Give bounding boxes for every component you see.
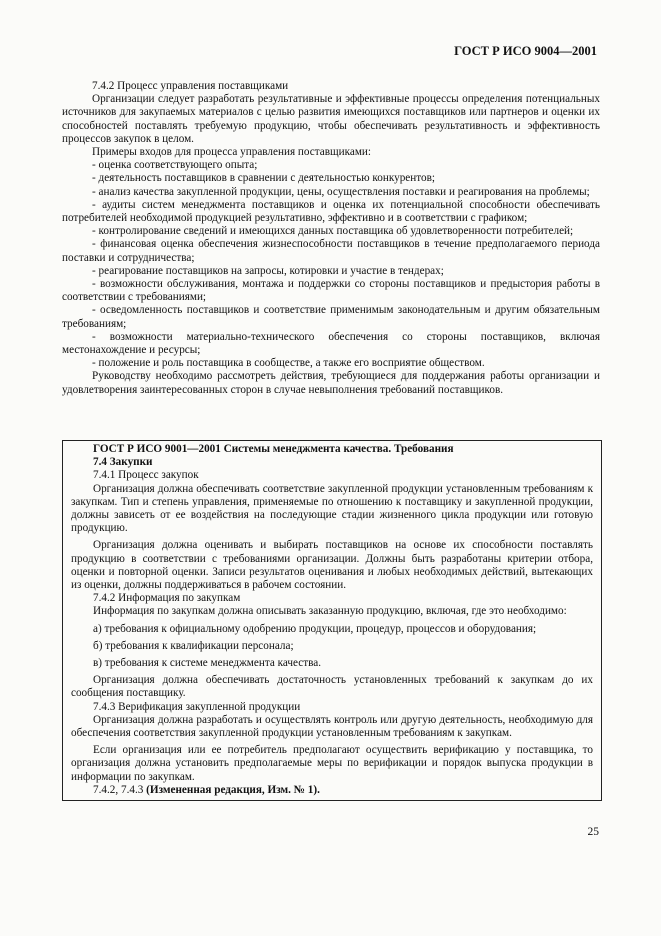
list-item: б) требования к квалификации персонала; [93, 639, 294, 652]
clause-heading: 7.4.3 Верификация закупленной продукции [93, 700, 301, 713]
list-item: - оценка соответствующего опыта; [92, 159, 258, 172]
page-header-title: ГОСТ Р ИСО 9004—2001 [454, 44, 597, 58]
list-item: - положение и роль поставщика в сообществе, а также его восприятие обществом. [92, 357, 485, 370]
main-section [62, 80, 600, 397]
list-item: - финансовая оценка обеспечения жизнеспособности поставщиков в течение предполагаемого периода поставки и сотрудничества; [62, 238, 600, 264]
list-item: - реагирование поставщиков на запросы, котировки и участие в тендерах; [92, 264, 444, 277]
paragraph: Если организация или ее потребитель предполагают осуществить верификацию у поставщика, то организация должна установить предполагаемые меры по верификации и порядок выпуска продукции в информации по закупкам. [71, 744, 593, 783]
box-title: ГОСТ Р ИСО 9001—2001 Системы менеджмента качества. Требования [93, 443, 454, 455]
paragraph: Руководству необходимо рассмотреть действия, требующиеся для поддержания работы организации и удовлетворения заинтересованных сторон в случае невыполнения требований поставщиков. [62, 370, 600, 396]
list-item: - анализ качества закупленной продукции, цены, осуществления поставки и реагирования на проблемы; [92, 185, 590, 198]
quoted-standard-box [62, 440, 602, 801]
clause-heading: 7.4.2 Информация по закупкам [93, 592, 241, 605]
paragraph: Организации следует разработать результативные и эффективные процессы определения потенциальных источников для закупаемых материалов с целью развития имеющихся поставщиков или партнеров и оценки их способностей поставлять требуемую продукцию, чтобы обеспечивать результативность и эффективность процессов закупок в целом. [62, 93, 600, 145]
list-item: - контролирование сведений и имеющихся данных поставщика об удовлетворенности потребителей; [92, 225, 574, 238]
amendment-note [71, 784, 593, 797]
paragraph: Организация должна обеспечивать достаточность установленных требований к закупкам до их сообщения поставщику. [71, 674, 593, 700]
paragraph: Организация должна оценивать и выбирать поставщиков на основе их способности поставлять продукцию в соответствии с требованиями организации. Должны быть разработаны критерии отбора, оценки и повторной оценки. Записи результатов оценивания и любых необходимых действий, вытекающих из оценки, должны поддерживаться в рабочем состоянии. [71, 539, 593, 592]
amendment-clauses: 7.4.2, 7.4.3 [93, 783, 147, 796]
section-heading: 7.4.2 Процесс управления поставщиками [92, 80, 289, 92]
box-subtitle: 7.4 Закупки [93, 456, 153, 469]
amendment-label: (Измененная редакция, Изм. № 1). [146, 783, 320, 796]
page-number: 25 [587, 826, 599, 838]
paragraph: Информация по закупкам должна описывать заказанную продукцию, включая, где это необходимо: [93, 605, 567, 618]
list-item: а) требования к официальному одобрению продукции, процедур, процессов и оборудования; [93, 622, 537, 635]
list-item: - деятельность поставщиков в сравнении с деятельностью конкурентов; [92, 172, 435, 185]
list-item: - аудиты систем менеджмента поставщиков и оценка их потенциальной способности обеспечивать потребителей необходимой продукцией результативно, эффективно и в соответствии с графиком; [62, 198, 600, 225]
list-item: в) требования к системе менеджмента качества. [93, 657, 322, 670]
list-item: - возможности обслуживания, монтажа и поддержки со стороны поставщиков и предыстория работы в соответствии с требованиями; [62, 278, 600, 304]
list-item: - возможности материально-технического обеспечения со стороны поставщиков, включая местонахождение и ресурсы; [62, 330, 600, 357]
paragraph: Организация должна разработать и осуществлять контроль или другую деятельность, необходимую для обеспечения соответствия закупленной продукции установленным требованиям к закупкам. [71, 713, 593, 740]
clause-heading: 7.4.1 Процесс закупок [93, 469, 199, 482]
paragraph: Организация должна обеспечивать соответствие закупленной продукции установленным требованиям к закупкам. Тип и степень управления, применяемые по отношению к поставщику и закупленной продукции, должны зависеть от ее воздействия на последующие стадии жизненного цикла продукции или готовую продукцию. [71, 482, 593, 535]
list-item: - осведомленность поставщиков и соответствие применимым законодательным и другим обязательным требованиям; [62, 304, 600, 330]
paragraph: Примеры входов для процесса управления поставщиками: [92, 146, 371, 159]
